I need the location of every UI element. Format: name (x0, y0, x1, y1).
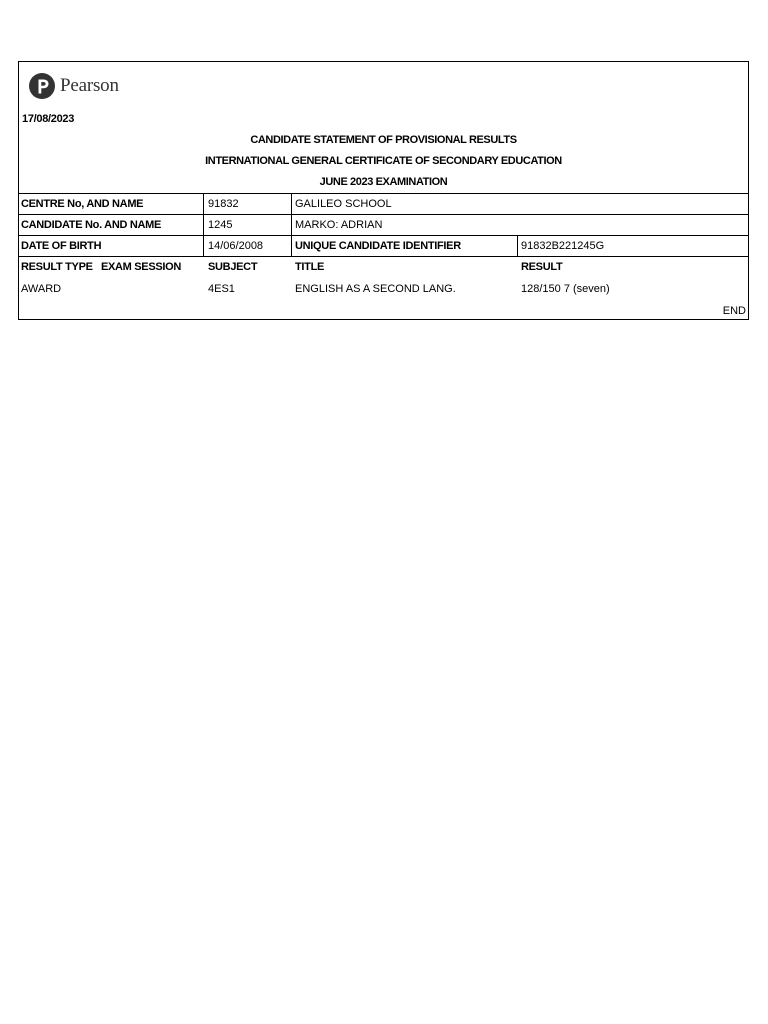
dob-value: 14/06/2008 (208, 240, 264, 252)
table-rule (19, 256, 748, 257)
uci-value: 91832B221245G (521, 240, 605, 252)
result-type-header: RESULT TYPE EXAM SESSION (21, 261, 182, 273)
qualification-title: INTERNATIONAL GENERAL CERTIFICATE OF SECONDARY EDUCATION (205, 155, 562, 167)
candidate-name: MARKO: ADRIAN (295, 219, 383, 231)
table-divider (291, 193, 292, 256)
subject-title: ENGLISH AS A SECOND LANG. (295, 283, 456, 295)
table-rule (19, 214, 748, 215)
pearson-p-icon (29, 73, 55, 99)
result-type: AWARD (21, 283, 62, 295)
uci-label: UNIQUE CANDIDATE IDENTIFIER (295, 240, 461, 252)
subject-code: 4ES1 (208, 283, 235, 295)
candidate-number: 1245 (208, 219, 233, 231)
table-rule (19, 193, 748, 194)
candidate-label: CANDIDATE No. AND NAME (21, 219, 162, 231)
centre-number: 91832 (208, 198, 239, 210)
issue-date: 17/08/2023 (22, 113, 75, 125)
result-header: RESULT (521, 261, 563, 273)
table-divider (517, 235, 518, 256)
centre-name: GALILEO SCHOOL (295, 198, 392, 210)
pearson-logo-text: Pearson (60, 75, 119, 96)
table-divider (203, 193, 204, 256)
title-header: TITLE (295, 261, 325, 273)
results-statement (18, 61, 749, 320)
pearson-logo (29, 72, 119, 100)
result-value: 128/150 7 (seven) (521, 283, 610, 295)
dob-label: DATE OF BIRTH (21, 240, 102, 252)
exam-series: JUNE 2023 EXAMINATION (319, 176, 448, 188)
table-rule (19, 235, 748, 236)
centre-label: CENTRE No, AND NAME (21, 198, 144, 210)
subject-header: SUBJECT (208, 261, 258, 273)
statement-title: CANDIDATE STATEMENT OF PROVISIONAL RESULTS (250, 134, 517, 146)
end-marker: END (722, 305, 746, 317)
